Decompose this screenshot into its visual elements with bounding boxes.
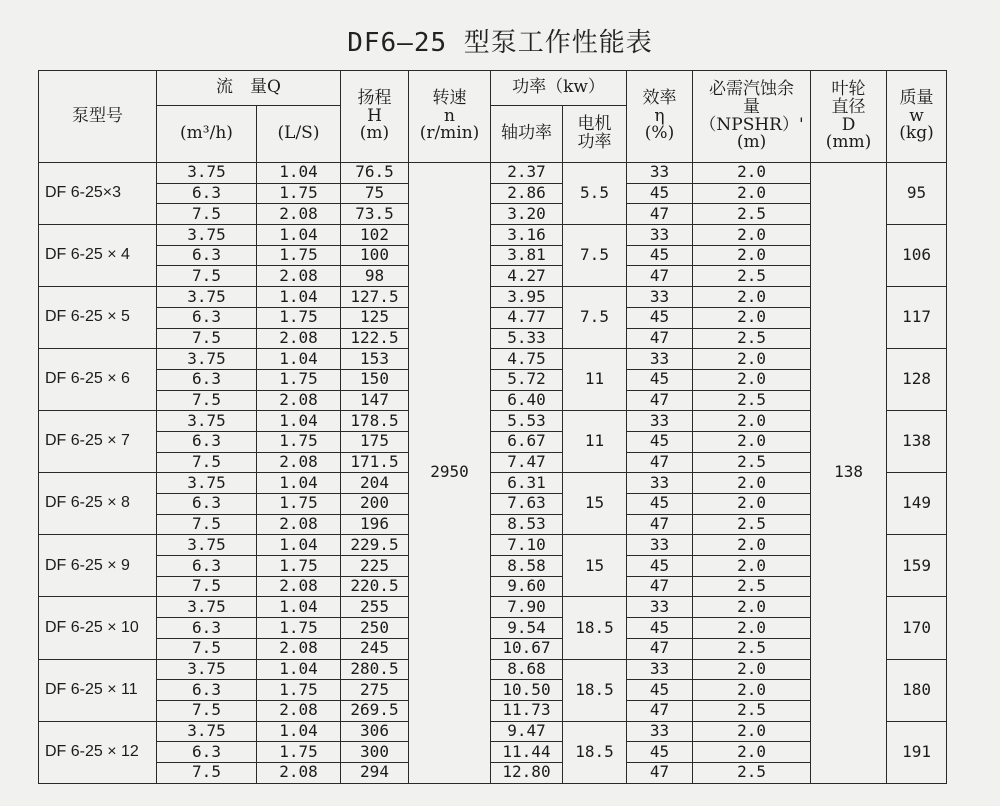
header-head: 扬程 H (m) (341, 71, 409, 163)
npshr-cell: 2.0 (693, 349, 811, 370)
flow-m3h-cell: 3.75 (157, 721, 257, 742)
flow-ls-cell: 2.08 (257, 266, 341, 287)
flow-ls-cell: 1.04 (257, 349, 341, 370)
efficiency-cell: 33 (627, 721, 693, 742)
flow-ls-cell: 1.04 (257, 535, 341, 556)
model-name-cell: DF 6-25 × 7 (39, 411, 157, 473)
shaft-power-cell: 6.67 (491, 431, 563, 452)
npshr-cell: 2.0 (693, 742, 811, 763)
efficiency-cell: 47 (627, 266, 693, 287)
shaft-power-cell: 11.44 (491, 742, 563, 763)
npshr-cell: 2.0 (693, 680, 811, 701)
flow-ls-cell: 1.75 (257, 307, 341, 328)
header-model: 泵型号 (39, 71, 157, 163)
table-row (39, 390, 947, 411)
mass-cell: 159 (887, 535, 947, 597)
table-row (39, 328, 947, 349)
shaft-power-cell: 6.40 (491, 390, 563, 411)
head-cell: 150 (341, 369, 409, 390)
npshr-cell: 2.0 (693, 163, 811, 184)
model-name-cell: DF 6-25 × 9 (39, 535, 157, 597)
head-cell: 229.5 (341, 535, 409, 556)
head-cell: 76.5 (341, 163, 409, 184)
motor-power-cell: 11 (563, 349, 627, 411)
efficiency-cell: 47 (627, 700, 693, 721)
head-cell: 204 (341, 473, 409, 494)
shaft-power-cell: 8.58 (491, 556, 563, 577)
mass-cell: 106 (887, 225, 947, 287)
model-name-cell: DF 6-25 × 5 (39, 287, 157, 349)
table-row (39, 287, 947, 308)
shaft-power-cell: 8.68 (491, 659, 563, 680)
efficiency-cell: 33 (627, 163, 693, 184)
flow-m3h-cell: 7.5 (157, 204, 257, 225)
flow-m3h-cell: 7.5 (157, 576, 257, 597)
flow-ls-cell: 1.04 (257, 473, 341, 494)
flow-m3h-cell: 3.75 (157, 535, 257, 556)
table-row (39, 473, 947, 494)
model-name-cell: DF 6-25 × 8 (39, 473, 157, 535)
flow-ls-cell: 2.08 (257, 576, 341, 597)
flow-m3h-cell: 3.75 (157, 473, 257, 494)
flow-m3h-cell: 3.75 (157, 597, 257, 618)
flow-ls-cell: 1.75 (257, 680, 341, 701)
table-row (39, 266, 947, 287)
flow-m3h-cell: 6.3 (157, 494, 257, 515)
shaft-power-cell: 6.31 (491, 473, 563, 494)
efficiency-cell: 45 (627, 680, 693, 701)
header-motor-power: 电机 功率 (563, 106, 627, 163)
head-cell: 255 (341, 597, 409, 618)
model-name-cell: DF 6-25 × 4 (39, 225, 157, 287)
table-row (39, 369, 947, 390)
shaft-power-cell: 3.95 (491, 287, 563, 308)
table-row (39, 618, 947, 639)
npshr-cell: 2.0 (693, 535, 811, 556)
table-row (39, 452, 947, 473)
motor-power-cell: 15 (563, 535, 627, 597)
flow-m3h-cell: 6.3 (157, 618, 257, 639)
head-cell: 147 (341, 390, 409, 411)
shaft-power-cell: 9.54 (491, 618, 563, 639)
flow-m3h-cell: 7.5 (157, 266, 257, 287)
header-impeller-diameter: 叶轮 直径 D (mm) (811, 71, 887, 163)
head-cell: 225 (341, 556, 409, 577)
efficiency-cell: 33 (627, 597, 693, 618)
efficiency-cell: 45 (627, 245, 693, 266)
flow-m3h-cell: 7.5 (157, 452, 257, 473)
flow-m3h-cell: 6.3 (157, 556, 257, 577)
mass-cell: 138 (887, 411, 947, 473)
npshr-cell: 2.0 (693, 473, 811, 494)
table-row (39, 597, 947, 618)
shaft-power-cell: 11.73 (491, 700, 563, 721)
table-row (39, 680, 947, 701)
efficiency-cell: 33 (627, 411, 693, 432)
table-row (39, 742, 947, 763)
flow-ls-cell: 1.04 (257, 721, 341, 742)
table-row (39, 556, 947, 577)
shaft-power-cell: 5.33 (491, 328, 563, 349)
shaft-power-cell: 4.75 (491, 349, 563, 370)
efficiency-cell: 33 (627, 535, 693, 556)
npshr-cell: 2.5 (693, 328, 811, 349)
shaft-power-cell: 7.90 (491, 597, 563, 618)
table-row (39, 183, 947, 204)
npshr-cell: 2.0 (693, 307, 811, 328)
efficiency-cell: 47 (627, 638, 693, 659)
flow-ls-cell: 1.75 (257, 742, 341, 763)
shaft-power-cell: 3.16 (491, 225, 563, 246)
flow-ls-cell: 2.08 (257, 452, 341, 473)
npshr-cell: 2.5 (693, 700, 811, 721)
flow-m3h-cell: 6.3 (157, 307, 257, 328)
head-cell: 102 (341, 225, 409, 246)
flow-ls-cell: 2.08 (257, 762, 341, 783)
npshr-cell: 2.5 (693, 452, 811, 473)
flow-m3h-cell: 7.5 (157, 390, 257, 411)
shaft-power-cell: 10.50 (491, 680, 563, 701)
flow-ls-cell: 1.75 (257, 618, 341, 639)
table-row (39, 700, 947, 721)
table-row (39, 721, 947, 742)
npshr-cell: 2.0 (693, 556, 811, 577)
impeller-diameter-cell: 138 (811, 163, 887, 784)
model-name-cell: DF 6-25 × 10 (39, 597, 157, 659)
table-row (39, 494, 947, 515)
head-cell: 275 (341, 680, 409, 701)
npshr-cell: 2.0 (693, 659, 811, 680)
shaft-power-cell: 4.77 (491, 307, 563, 328)
table-row (39, 514, 947, 535)
shaft-power-cell: 5.53 (491, 411, 563, 432)
motor-power-cell: 18.5 (563, 721, 627, 783)
efficiency-cell: 45 (627, 369, 693, 390)
model-name-cell: DF 6-25 × 12 (39, 721, 157, 783)
npshr-cell: 2.0 (693, 618, 811, 639)
head-cell: 245 (341, 638, 409, 659)
flow-m3h-cell: 3.75 (157, 659, 257, 680)
flow-m3h-cell: 7.5 (157, 638, 257, 659)
head-cell: 269.5 (341, 700, 409, 721)
npshr-cell: 2.0 (693, 183, 811, 204)
head-cell: 73.5 (341, 204, 409, 225)
npshr-cell: 2.0 (693, 597, 811, 618)
head-cell: 125 (341, 307, 409, 328)
header-speed: 转速 n (r/min) (409, 71, 491, 163)
motor-power-cell: 11 (563, 411, 627, 473)
head-cell: 171.5 (341, 452, 409, 473)
table-row (39, 163, 947, 184)
flow-ls-cell: 1.75 (257, 494, 341, 515)
header-mass: 质量 w (kg) (887, 71, 947, 163)
efficiency-cell: 47 (627, 514, 693, 535)
table-body (39, 163, 947, 784)
mass-cell: 95 (887, 163, 947, 225)
table-row (39, 638, 947, 659)
flow-ls-cell: 2.08 (257, 328, 341, 349)
efficiency-cell: 45 (627, 556, 693, 577)
model-name-cell: DF 6-25×3 (39, 163, 157, 225)
npshr-cell: 2.5 (693, 204, 811, 225)
table-row (39, 576, 947, 597)
mass-cell: 128 (887, 349, 947, 411)
npshr-cell: 2.0 (693, 431, 811, 452)
npshr-cell: 2.0 (693, 721, 811, 742)
npshr-cell: 2.5 (693, 390, 811, 411)
shaft-power-cell: 3.20 (491, 204, 563, 225)
flow-m3h-cell: 3.75 (157, 287, 257, 308)
flow-ls-cell: 2.08 (257, 638, 341, 659)
head-cell: 280.5 (341, 659, 409, 680)
efficiency-cell: 33 (627, 349, 693, 370)
efficiency-cell: 45 (627, 307, 693, 328)
head-cell: 250 (341, 618, 409, 639)
shaft-power-cell: 2.86 (491, 183, 563, 204)
efficiency-cell: 33 (627, 287, 693, 308)
npshr-cell: 2.0 (693, 245, 811, 266)
motor-power-cell: 5.5 (563, 163, 627, 225)
efficiency-cell: 47 (627, 204, 693, 225)
flow-m3h-cell: 6.3 (157, 680, 257, 701)
efficiency-cell: 47 (627, 390, 693, 411)
flow-m3h-cell: 3.75 (157, 349, 257, 370)
shaft-power-cell: 9.47 (491, 721, 563, 742)
npshr-cell: 2.5 (693, 576, 811, 597)
npshr-cell: 2.0 (693, 494, 811, 515)
flow-m3h-cell: 6.3 (157, 742, 257, 763)
npshr-cell: 2.5 (693, 266, 811, 287)
shaft-power-cell: 2.37 (491, 163, 563, 184)
efficiency-cell: 47 (627, 762, 693, 783)
table-row (39, 411, 947, 432)
table-row (39, 204, 947, 225)
motor-power-cell: 7.5 (563, 225, 627, 287)
efficiency-cell: 47 (627, 328, 693, 349)
header-flow-ls: (L/S) (257, 106, 341, 163)
shaft-power-cell: 5.72 (491, 369, 563, 390)
flow-m3h-cell: 3.75 (157, 163, 257, 184)
npshr-cell: 2.5 (693, 514, 811, 535)
table-row (39, 762, 947, 783)
head-cell: 175 (341, 431, 409, 452)
efficiency-cell: 45 (627, 494, 693, 515)
efficiency-cell: 45 (627, 431, 693, 452)
flow-ls-cell: 1.04 (257, 597, 341, 618)
efficiency-cell: 47 (627, 452, 693, 473)
header-efficiency: 效率 η (%) (627, 71, 693, 163)
head-cell: 178.5 (341, 411, 409, 432)
head-cell: 122.5 (341, 328, 409, 349)
flow-ls-cell: 1.04 (257, 287, 341, 308)
motor-power-cell: 18.5 (563, 659, 627, 721)
efficiency-cell: 47 (627, 576, 693, 597)
header-npshr: 必需汽蚀余 量（NPSHR）' (m) (693, 71, 811, 163)
mass-cell: 117 (887, 287, 947, 349)
efficiency-cell: 33 (627, 473, 693, 494)
header-flow-m3h: (m³/h) (157, 106, 257, 163)
efficiency-cell: 45 (627, 183, 693, 204)
flow-m3h-cell: 7.5 (157, 328, 257, 349)
npshr-cell: 2.0 (693, 411, 811, 432)
head-cell: 98 (341, 266, 409, 287)
head-cell: 300 (341, 742, 409, 763)
shaft-power-cell: 12.80 (491, 762, 563, 783)
npshr-cell: 2.0 (693, 225, 811, 246)
header-power: 功率（kw） (491, 71, 627, 106)
head-cell: 75 (341, 183, 409, 204)
flow-ls-cell: 1.75 (257, 245, 341, 266)
head-cell: 196 (341, 514, 409, 535)
table-row (39, 659, 947, 680)
shaft-power-cell: 4.27 (491, 266, 563, 287)
head-cell: 100 (341, 245, 409, 266)
flow-ls-cell: 2.08 (257, 204, 341, 225)
page-title: DF6—25 型泵工作性能表 (347, 28, 653, 58)
table-header (39, 71, 947, 163)
flow-m3h-cell: 3.75 (157, 411, 257, 432)
head-cell: 200 (341, 494, 409, 515)
table-row (39, 225, 947, 246)
flow-ls-cell: 1.75 (257, 431, 341, 452)
motor-power-cell: 15 (563, 473, 627, 535)
head-cell: 220.5 (341, 576, 409, 597)
mass-cell: 191 (887, 721, 947, 783)
flow-m3h-cell: 6.3 (157, 431, 257, 452)
npshr-cell: 2.0 (693, 287, 811, 308)
motor-power-cell: 18.5 (563, 597, 627, 659)
shaft-power-cell: 3.81 (491, 245, 563, 266)
header-flow: 流 量Q (157, 71, 341, 106)
mass-cell: 170 (887, 597, 947, 659)
flow-ls-cell: 1.04 (257, 411, 341, 432)
performance-table (38, 70, 947, 784)
npshr-cell: 2.5 (693, 762, 811, 783)
flow-ls-cell: 1.04 (257, 163, 341, 184)
head-cell: 127.5 (341, 287, 409, 308)
shaft-power-cell: 7.47 (491, 452, 563, 473)
table-row (39, 245, 947, 266)
npshr-cell: 2.0 (693, 369, 811, 390)
flow-ls-cell: 1.75 (257, 183, 341, 204)
shaft-power-cell: 9.60 (491, 576, 563, 597)
head-cell: 306 (341, 721, 409, 742)
flow-m3h-cell: 7.5 (157, 762, 257, 783)
shaft-power-cell: 7.63 (491, 494, 563, 515)
flow-m3h-cell: 6.3 (157, 369, 257, 390)
mass-cell: 180 (887, 659, 947, 721)
mass-cell: 149 (887, 473, 947, 535)
shaft-power-cell: 7.10 (491, 535, 563, 556)
table-row (39, 307, 947, 328)
flow-ls-cell: 1.04 (257, 659, 341, 680)
efficiency-cell: 33 (627, 225, 693, 246)
flow-m3h-cell: 7.5 (157, 700, 257, 721)
efficiency-cell: 45 (627, 618, 693, 639)
npshr-cell: 2.5 (693, 638, 811, 659)
flow-ls-cell: 1.04 (257, 225, 341, 246)
efficiency-cell: 33 (627, 659, 693, 680)
head-cell: 153 (341, 349, 409, 370)
model-name-cell: DF 6-25 × 6 (39, 349, 157, 411)
flow-ls-cell: 1.75 (257, 369, 341, 390)
table-row (39, 535, 947, 556)
table-row (39, 349, 947, 370)
motor-power-cell: 7.5 (563, 287, 627, 349)
flow-m3h-cell: 3.75 (157, 225, 257, 246)
table-row (39, 431, 947, 452)
head-cell: 294 (341, 762, 409, 783)
speed-cell: 2950 (409, 163, 491, 784)
model-name-cell: DF 6-25 × 11 (39, 659, 157, 721)
flow-ls-cell: 2.08 (257, 390, 341, 411)
shaft-power-cell: 10.67 (491, 638, 563, 659)
efficiency-cell: 45 (627, 742, 693, 763)
flow-ls-cell: 2.08 (257, 514, 341, 535)
flow-ls-cell: 2.08 (257, 700, 341, 721)
flow-m3h-cell: 7.5 (157, 514, 257, 535)
flow-ls-cell: 1.75 (257, 556, 341, 577)
shaft-power-cell: 8.53 (491, 514, 563, 535)
flow-m3h-cell: 6.3 (157, 245, 257, 266)
header-shaft-power: 轴功率 (491, 106, 563, 163)
flow-m3h-cell: 6.3 (157, 183, 257, 204)
